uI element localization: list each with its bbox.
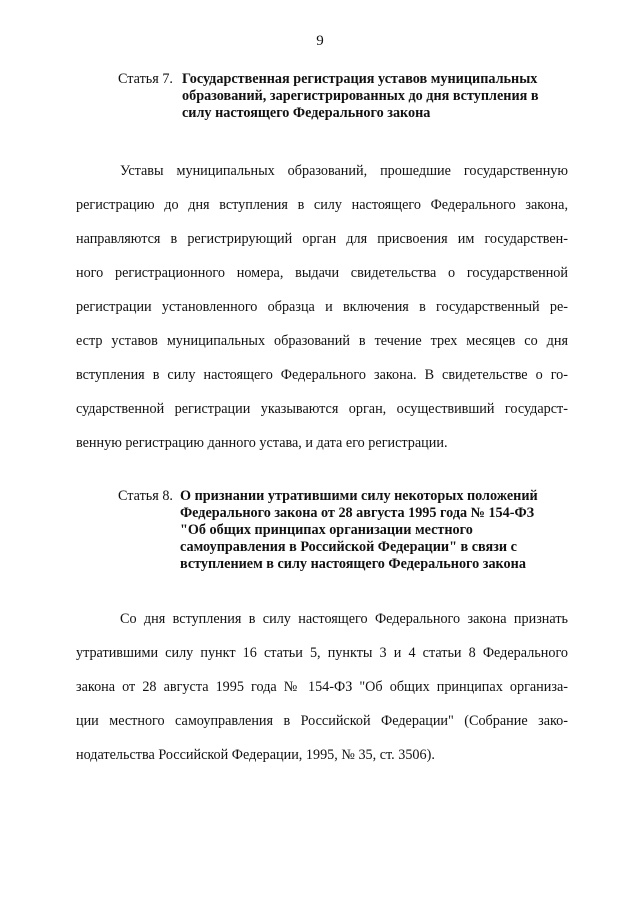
article-7-body-line: регистрацию до дня вступления в силу настоящего Федерального закона,: [76, 197, 568, 213]
article-8-body-line: утратившими силу пункт 16 статьи 5, пункты 3 и 4 статьи 8 Федерального: [76, 645, 568, 661]
article-7-body-line: регистрации установленного образца и включения в государственный ре-: [76, 299, 568, 315]
article-7-number: Статья 7.: [118, 71, 173, 87]
article-7-body-line: венную регистрацию данного устава, и дата его регистрации.: [76, 435, 448, 451]
article-7-heading: [118, 71, 578, 131]
article-8-heading: [118, 488, 578, 580]
article-7-title-line: образований, зарегистрированных до дня вступления в: [182, 88, 539, 104]
article-7-body-line: Уставы муниципальных образований, прошедшие государственную: [120, 163, 568, 179]
article-8-body-line: нодательства Российской Федерации, 1995, № 35, ст. 3506).: [76, 747, 435, 763]
article-8-title-line: "Об общих принципах организации местного: [180, 522, 473, 538]
article-7-body-line: вступления в силу настоящего Федерального закона. В свидетельстве о го-: [76, 367, 568, 383]
article-7-body-line: естр уставов муниципальных образований в течение трех месяцев со дня: [76, 333, 568, 349]
article-8-body-line: Со дня вступления в силу настоящего Федерального закона признать: [120, 611, 568, 627]
article-7-body-line: сударственной регистрации указываются орган, осуществивший государст-: [76, 401, 568, 417]
article-7-title: [182, 71, 539, 122]
article-7-body: [76, 161, 568, 467]
article-7-title-line: Государственная регистрация уставов муниципальных: [182, 71, 538, 87]
article-7-title-line: силу настоящего Федерального закона: [182, 105, 431, 121]
article-8-title: [180, 488, 538, 573]
article-7-body-line: ного регистрационного номера, выдачи свидетельства о государственной: [76, 265, 568, 281]
article-8-body-line: ции местного самоуправления в Российской Федерации" (Собрание зако-: [76, 713, 568, 729]
article-8-body: [76, 609, 568, 779]
article-8-body-line: закона от 28 августа 1995 года № 154-ФЗ "Об общих принципах организа-: [76, 679, 568, 695]
article-8-title-line: О признании утратившими силу некоторых положений: [180, 488, 538, 504]
article-8-title-line: Федерального закона от 28 августа 1995 года № 154-ФЗ: [180, 505, 535, 521]
article-8-title-line: вступлением в силу настоящего Федерального закона: [180, 556, 526, 572]
article-8-number: Статья 8.: [118, 488, 173, 504]
article-8-title-line: самоуправления в Российской Федерации" в связи с: [180, 539, 517, 555]
page-number: 9: [316, 33, 324, 49]
article-7-body-line: направляются в регистрирующий орган для присвоения им государствен-: [76, 231, 568, 247]
